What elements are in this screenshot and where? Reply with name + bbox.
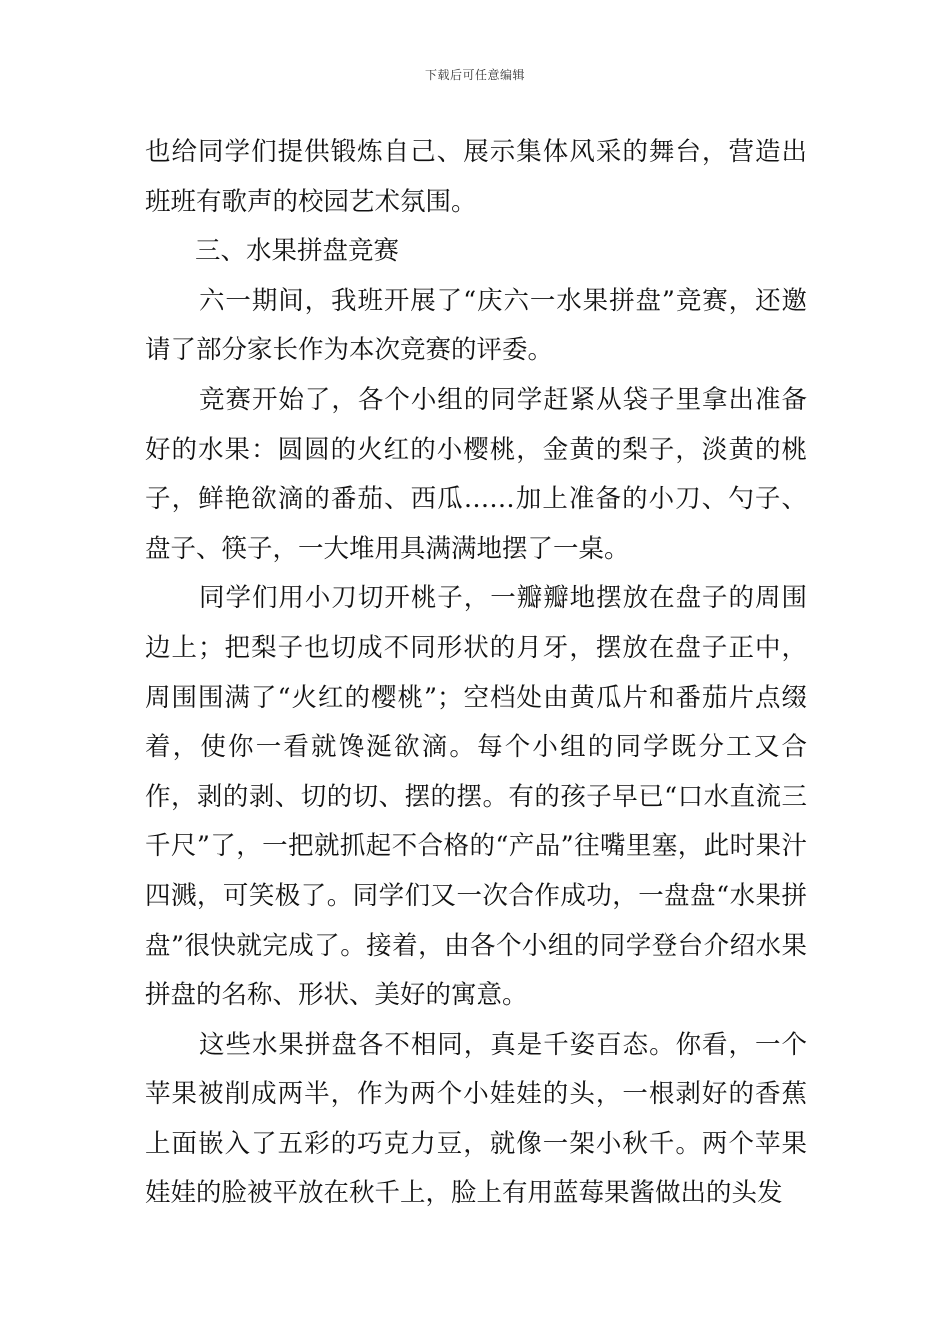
paragraph: 竞赛开始了，各个小组的同学赶紧从袋子里拿出准备好的水果：圆圆的火红的小樱桃，金黄的梨子，淡黄的桃子，鲜艳欲滴的番茄、西瓜……加上准备的小刀、勺子、盘子、筷子，一大堆用具满满地摆了一桌。	[145, 384, 807, 564]
paragraph-continuation: 也给同学们提供锻炼自己、展示集体风采的舞台，营造出班班有歌声的校园艺术氛围。	[145, 137, 807, 217]
body-text	[145, 128, 807, 1219]
page-header: 下载后可任意编辑	[424, 68, 525, 82]
paragraph: 同学们用小刀切开桃子，一瓣瓣地摆放在盘子的周围边上；把梨子也切成不同形状的月牙，摆放在盘子正中，周围围满了“火红的樱桃”；空档处由黄瓜片和番茄片点缀着，使你一看就馋涎欲滴。每个小组的同学既分工又合作，剥的剥、切的切、摆的摆。有的孩子早已“口水直流三千尺”了，一把就抓起不合格的“产品”往嘴里塞，此时果汁四溅，可笑极了。同学们又一次合作成功，一盘盘“水果拼盘”很快就完成了。接着，由各个小组的同学登台介绍水果拼盘的名称、形状、美好的寓意。	[145, 583, 807, 1011]
paragraph: 这些水果拼盘各不相同，真是千姿百态。你看，一个苹果被削成两半，作为两个小娃娃的头，一根剥好的香蕉上面嵌入了五彩的巧克力豆，就像一架小秋千。两个苹果娃娃的脸被平放在秋千上，脸上有用蓝莓果酱做出的头发	[145, 1029, 807, 1209]
section-heading: 三、水果拼盘竞赛	[195, 236, 400, 267]
paragraph: 六一期间，我班开展了“庆六一水果拼盘”竞赛，还邀请了部分家长作为本次竞赛的评委。	[145, 285, 807, 366]
